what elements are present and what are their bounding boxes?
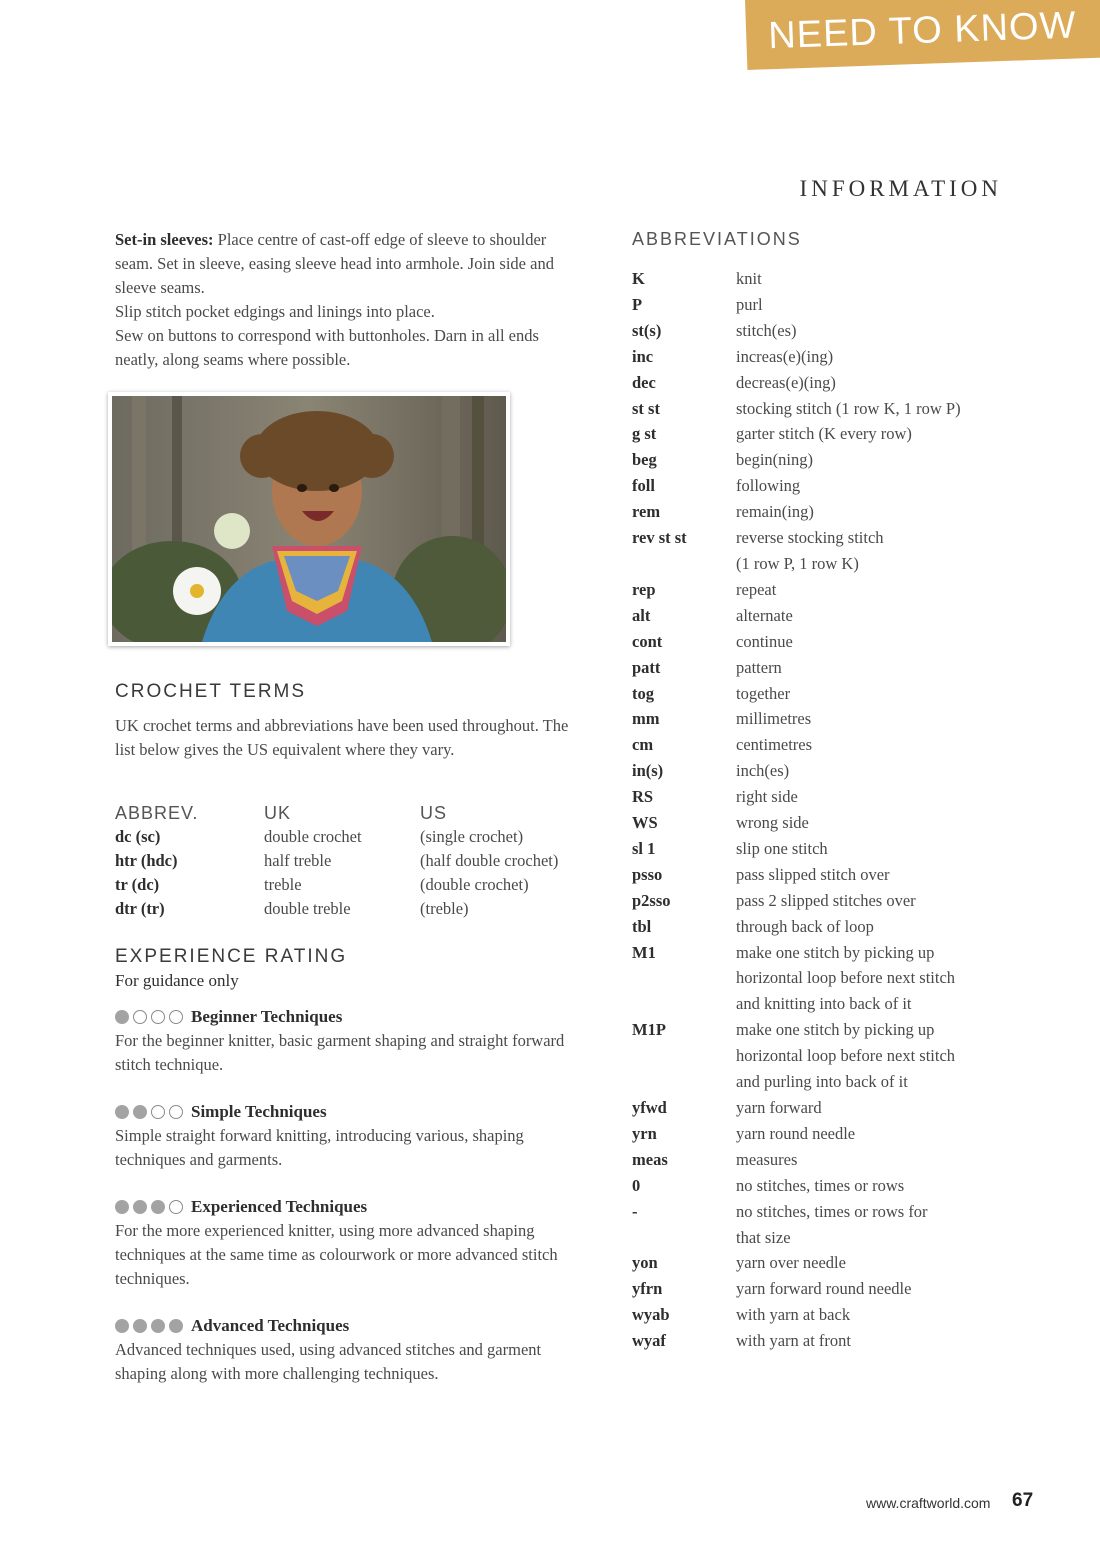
- list-item: [632, 732, 1032, 758]
- abbreviation-term: wyab: [632, 1305, 670, 1325]
- abbreviation-meaning: centimetres: [736, 735, 813, 755]
- abbreviation-meaning: that size: [736, 1227, 791, 1247]
- abbreviation-meaning: begin(ning): [736, 450, 813, 470]
- table-row: [115, 825, 585, 849]
- filled-circle-icon: [169, 1319, 183, 1333]
- empty-circle-icon: [169, 1010, 183, 1024]
- list-item: [632, 1043, 1032, 1069]
- list-item: [632, 1250, 1032, 1276]
- uk-cell: treble: [264, 875, 302, 894]
- abbreviation-term: yfwd: [632, 1098, 667, 1117]
- abbreviations-list: [632, 266, 1032, 1354]
- abbreviation-term: rev st st: [632, 528, 687, 548]
- abbreviation-meaning: garter stitch (K every row): [736, 424, 912, 444]
- abbreviation-term: foll: [632, 476, 655, 496]
- us-cell: (single crochet): [420, 827, 524, 846]
- abbreviation-term: yon: [632, 1253, 658, 1273]
- abbreviation-meaning: slip one stitch: [736, 838, 828, 858]
- abbreviation-meaning: purl: [736, 294, 763, 314]
- child-photo: [108, 392, 510, 646]
- abbreviation-term: [632, 1043, 736, 1069]
- page-number: 67: [1012, 1490, 1034, 1511]
- list-item: [632, 862, 1032, 888]
- abbreviation-term: [632, 965, 736, 991]
- abbreviation-meaning: stitch(es): [736, 320, 797, 340]
- uk-cell: double crochet: [264, 827, 362, 846]
- abbreviation-meaning: yarn over needle: [736, 1253, 846, 1273]
- abbreviation-term: wyaf: [632, 1331, 666, 1351]
- abbreviation-term: yrn: [632, 1123, 657, 1143]
- making-up-text: [115, 228, 575, 372]
- filled-circle-icon: [151, 1319, 165, 1333]
- abbreviation-term: st st: [632, 398, 660, 418]
- rating-dots: [115, 1200, 187, 1214]
- list-item: [632, 914, 1032, 940]
- filled-circle-icon: [133, 1105, 147, 1119]
- abbreviation-meaning: decreas(e)(ing): [736, 372, 836, 392]
- abbreviation-term: psso: [632, 864, 663, 884]
- empty-circle-icon: [133, 1010, 147, 1024]
- list-item: [632, 603, 1032, 629]
- abbreviation-meaning: (1 row P, 1 row K): [736, 553, 859, 573]
- list-item: [632, 758, 1032, 784]
- list-item: [632, 1095, 1032, 1121]
- abbreviation-meaning: pass slipped stitch over: [736, 864, 890, 884]
- list-item: [632, 810, 1032, 836]
- rating-simple: [115, 1100, 585, 1172]
- list-item: [632, 525, 1032, 551]
- abbreviation-term: RS: [632, 787, 654, 807]
- list-item: [632, 940, 1032, 966]
- abbreviation-term: [632, 1225, 736, 1251]
- empty-circle-icon: [169, 1105, 183, 1119]
- list-item: [632, 1276, 1032, 1302]
- abbreviation-term: p2sso: [632, 890, 671, 910]
- abbreviation-meaning: stocking stitch (1 row K, 1 row P): [736, 398, 961, 418]
- abbreviations-heading: ABBREVIATIONS: [632, 229, 802, 249]
- rating-title: Beginner Techniques: [191, 1007, 343, 1026]
- abbreviation-term: M1: [632, 942, 656, 962]
- list-item: [632, 577, 1032, 603]
- abbreviation-term: sl 1: [632, 838, 656, 858]
- abbreviation-term: cont: [632, 631, 663, 651]
- abbreviation-term: dec: [632, 372, 656, 392]
- abbreviation-meaning: and knitting into back of it: [736, 994, 912, 1014]
- abbreviation-term: in(s): [632, 761, 664, 781]
- abbreviation-meaning: following: [736, 476, 801, 496]
- table-row: [115, 873, 585, 897]
- filled-circle-icon: [133, 1200, 147, 1214]
- col-uk: UK: [264, 803, 292, 823]
- abbreviation-meaning: measures: [736, 1149, 798, 1169]
- list-item: [632, 1302, 1032, 1328]
- crochet-terms-table: [115, 801, 585, 921]
- table-row: [115, 849, 585, 873]
- list-item: [632, 344, 1032, 370]
- list-item: [632, 706, 1032, 732]
- banner-label: NEED TO KNOW: [767, 4, 1078, 58]
- list-item: [632, 318, 1032, 344]
- abbreviation-meaning: remain(ing): [736, 502, 814, 522]
- empty-circle-icon: [151, 1105, 165, 1119]
- crochet-terms-heading: CROCHET TERMS: [115, 681, 307, 702]
- abbreviation-term: inc: [632, 346, 654, 366]
- abbreviation-term: rep: [632, 579, 656, 599]
- list-item: [632, 1017, 1032, 1043]
- list-item: [632, 629, 1032, 655]
- page-title: INFORMATION: [799, 176, 1002, 201]
- abbreviation-term: mm: [632, 709, 660, 729]
- abbreviation-meaning: millimetres: [736, 709, 812, 729]
- abbreviation-term: meas: [632, 1149, 668, 1169]
- abbreviation-meaning: increas(e)(ing): [736, 346, 834, 366]
- crochet-intro: UK crochet terms and abbreviations have been used throughout. The list below gives the US equivalent where they vary.: [115, 716, 569, 759]
- abbrev-cell: dc (sc): [115, 827, 161, 846]
- list-item: [632, 836, 1032, 862]
- rating-title-row: [115, 1195, 585, 1219]
- abbreviation-meaning: yarn forward: [736, 1098, 822, 1117]
- abbreviation-meaning: together: [736, 683, 791, 703]
- abbreviation-meaning: pattern: [736, 657, 782, 677]
- rating-dots: [115, 1010, 187, 1024]
- experience-rating-heading: EXPERIENCE RATING: [115, 946, 348, 967]
- abbrev-cell: htr (hdc): [115, 851, 178, 870]
- list-item: [632, 681, 1032, 707]
- list-item: [632, 1121, 1032, 1147]
- abbreviation-meaning: with yarn at back: [736, 1305, 851, 1325]
- set-in-sleeves-text: Place centre of cast-off edge of sleeve to shoulder seam. Set in sleeve, easing sleeve head into armhole. Join side and sleeve seams.: [115, 230, 554, 297]
- list-item: [632, 370, 1032, 396]
- rating-title: Advanced Techniques: [191, 1316, 350, 1335]
- abbreviation-meaning: make one stitch by picking up: [736, 1020, 935, 1040]
- need-to-know-banner: [745, 0, 1100, 70]
- list-item: [632, 473, 1032, 499]
- abbreviation-meaning: knit: [736, 269, 762, 288]
- filled-circle-icon: [115, 1105, 129, 1119]
- list-item: [632, 551, 1032, 577]
- abbreviation-meaning: alternate: [736, 605, 793, 625]
- rating-description: Simple straight forward knitting, introducing various, shaping techniques and garments.: [115, 1126, 524, 1169]
- list-item: [632, 1069, 1032, 1095]
- abbreviation-meaning: continue: [736, 631, 793, 651]
- abbreviation-term: patt: [632, 657, 661, 677]
- abbreviation-term: M1P: [632, 1020, 666, 1040]
- us-cell: (treble): [420, 899, 469, 918]
- abbreviation-meaning: wrong side: [736, 813, 809, 833]
- abbrev-cell: tr (dc): [115, 875, 160, 894]
- abbreviation-term: cm: [632, 735, 654, 755]
- list-item: [632, 266, 1032, 292]
- pocket-instruction: Slip stitch pocket edgings and linings into place.: [115, 302, 435, 321]
- abbreviation-meaning: through back of loop: [736, 916, 874, 936]
- abbreviation-meaning: no stitches, times or rows for: [736, 1201, 928, 1221]
- abbreviation-term: [632, 1069, 736, 1095]
- abbreviation-meaning: horizontal loop before next stitch: [736, 1046, 956, 1066]
- abbreviation-meaning: and purling into back of it: [736, 1072, 908, 1092]
- abbrev-cell: dtr (tr): [115, 899, 165, 918]
- list-item: [632, 447, 1032, 473]
- guidance-note: For guidance only: [115, 971, 239, 990]
- list-item: [632, 784, 1032, 810]
- rating-experienced: [115, 1195, 585, 1291]
- rating-title-row: [115, 1005, 585, 1029]
- rating-description: For the more experienced knitter, using more advanced shaping techniques at the same time as colourwork or more advanced stitch techniques.: [115, 1221, 558, 1288]
- abbreviation-term: tog: [632, 683, 654, 703]
- list-item: [632, 1147, 1032, 1173]
- filled-circle-icon: [151, 1200, 165, 1214]
- filled-circle-icon: [115, 1319, 129, 1333]
- abbreviation-meaning: yarn round needle: [736, 1123, 856, 1143]
- list-item: [632, 965, 1032, 991]
- empty-circle-icon: [151, 1010, 165, 1024]
- empty-circle-icon: [169, 1200, 183, 1214]
- abbreviation-term: g st: [632, 424, 657, 444]
- list-item: [632, 1199, 1032, 1225]
- abbreviation-meaning: make one stitch by picking up: [736, 942, 935, 962]
- rating-description: Advanced techniques used, using advanced stitches and garment shaping along with more challenging techniques.: [115, 1340, 542, 1383]
- list-item: [632, 292, 1032, 318]
- abbreviation-term: P: [632, 294, 643, 314]
- abbreviation-term: yfrn: [632, 1279, 663, 1299]
- rating-description: For the beginner knitter, basic garment shaping and straight forward stitch technique.: [115, 1031, 565, 1074]
- filled-circle-icon: [115, 1200, 129, 1214]
- filled-circle-icon: [115, 1010, 129, 1024]
- abbreviation-term: WS: [632, 813, 658, 833]
- set-in-sleeves-label: Set-in sleeves:: [115, 230, 214, 249]
- abbreviation-term: 0: [632, 1175, 641, 1195]
- abbreviation-meaning: with yarn at front: [736, 1331, 852, 1351]
- rating-title: Simple Techniques: [191, 1102, 327, 1121]
- rating-title: Experienced Techniques: [191, 1197, 368, 1216]
- rating-dots: [115, 1105, 187, 1119]
- abbreviation-meaning: yarn forward round needle: [736, 1279, 912, 1299]
- list-item: [632, 499, 1032, 525]
- list-item: [632, 655, 1032, 681]
- abbreviation-term: [632, 991, 736, 1017]
- list-item: [632, 888, 1032, 914]
- abbreviation-term: K: [632, 269, 645, 288]
- list-item: [632, 396, 1032, 422]
- uk-cell: half treble: [264, 851, 332, 870]
- uk-cell: double treble: [264, 899, 351, 918]
- us-cell: (double crochet): [420, 875, 529, 894]
- rating-dots: [115, 1319, 187, 1333]
- list-item: [632, 1173, 1032, 1199]
- list-item: [632, 421, 1032, 447]
- abbreviation-meaning: pass 2 slipped stitches over: [736, 890, 916, 910]
- abbreviation-meaning: horizontal loop before next stitch: [736, 968, 956, 988]
- abbreviation-term: st(s): [632, 320, 662, 340]
- list-item: [632, 1328, 1032, 1354]
- rating-title-row: [115, 1314, 585, 1338]
- abbreviation-meaning: no stitches, times or rows: [736, 1175, 905, 1195]
- abbreviation-meaning: reverse stocking stitch: [736, 528, 884, 548]
- abbreviation-meaning: repeat: [736, 579, 777, 599]
- col-us: US: [420, 803, 448, 823]
- us-cell: (half double crochet): [420, 851, 559, 870]
- abbreviation-term: alt: [632, 605, 651, 625]
- making-up-paragraph: [115, 228, 575, 300]
- abbreviation-term: [632, 551, 736, 577]
- rating-beginner: [115, 1005, 585, 1077]
- table-header-row: [115, 801, 585, 825]
- abbreviation-term: -: [632, 1201, 638, 1221]
- abbreviation-term: beg: [632, 450, 657, 470]
- buttons-instruction: Sew on buttons to correspond with buttonholes. Darn in all ends neatly, along seams where possible.: [115, 326, 539, 369]
- abbreviation-meaning: inch(es): [736, 761, 790, 781]
- abbreviation-meaning: right side: [736, 787, 798, 807]
- footer-url: www.craftworld.com: [866, 1495, 991, 1511]
- col-abbrev: ABBREV.: [115, 803, 199, 823]
- abbreviation-term: rem: [632, 502, 661, 522]
- rating-title-row: [115, 1100, 585, 1124]
- photo-illustration: [112, 396, 506, 642]
- abbreviation-term: tbl: [632, 916, 652, 936]
- rating-advanced: [115, 1314, 585, 1386]
- list-item: [632, 991, 1032, 1017]
- filled-circle-icon: [133, 1319, 147, 1333]
- list-item: [632, 1225, 1032, 1251]
- table-row: [115, 897, 585, 921]
